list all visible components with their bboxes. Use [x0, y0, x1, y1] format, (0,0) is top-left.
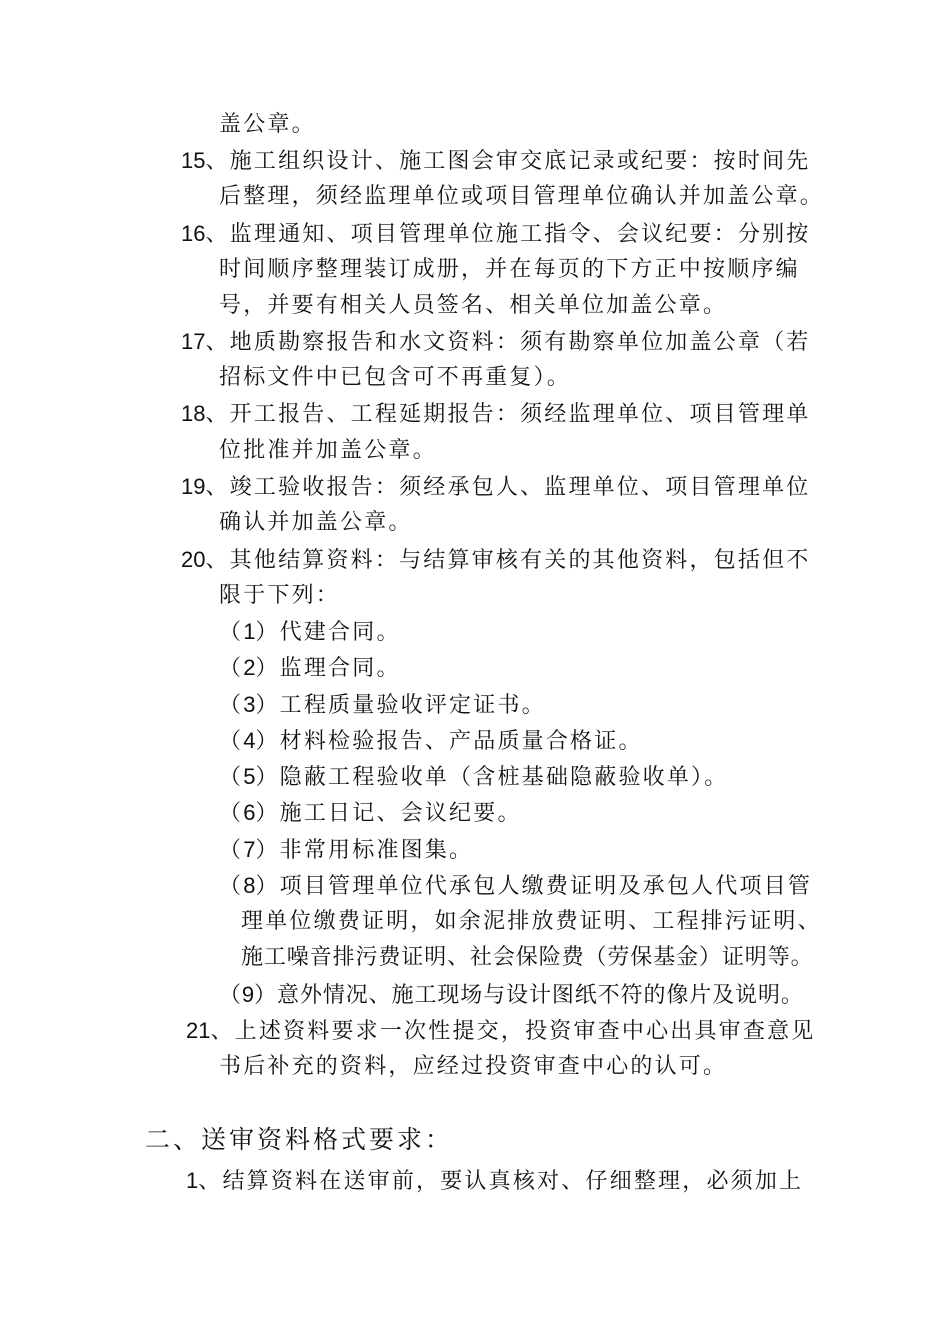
sub-item-3	[219, 690, 546, 721]
sub-item-number: 9	[241, 982, 255, 1007]
list-item-1	[186, 1166, 803, 1197]
text-line	[219, 363, 571, 393]
paren: （	[219, 620, 244, 645]
text: 盖公章。	[219, 112, 316, 137]
item-text: 号，并要有相关人员签名、相关单位加盖公章。	[219, 293, 728, 318]
paren: （	[219, 656, 244, 681]
paren: （	[219, 838, 244, 863]
sub-item-number: 1	[243, 619, 256, 644]
text-line	[219, 1052, 727, 1082]
sub-item-2	[219, 653, 401, 684]
paren: （	[219, 693, 244, 718]
item-text: 招标文件中已包含可不再重复）。	[219, 365, 572, 390]
item-number: 17	[181, 329, 206, 354]
text-line	[219, 291, 727, 321]
sub-item-8	[219, 871, 812, 902]
sub-item-number: 6	[243, 800, 256, 825]
text-line	[219, 182, 824, 212]
item-text: 后整理，须经监理单位或项目管理单位确认并加盖公章。	[219, 184, 825, 209]
text-line	[219, 508, 413, 538]
item-text: 时间顺序整理装订成册，并在每页的下方正中按顺序编	[219, 257, 800, 282]
list-item-21	[186, 1016, 816, 1047]
item-text: 、施工组织设计、施工图会审交底记录或纪要：按时间先	[205, 149, 811, 174]
item-number: 19	[181, 474, 206, 499]
sub-item-4	[219, 726, 643, 757]
sub-item-text: ）非常用标准图集。	[255, 838, 474, 863]
sub-item-number: 4	[243, 728, 256, 753]
sub-item-number: 2	[243, 655, 256, 680]
item-number: 1	[186, 1168, 199, 1193]
paren: （	[219, 729, 244, 754]
sub-item-5	[219, 762, 728, 793]
text-line	[219, 581, 340, 611]
paren: （	[219, 765, 244, 790]
paren: （	[219, 874, 244, 899]
list-item-16	[181, 219, 811, 250]
text-line	[219, 255, 800, 285]
sub-item-text: ）施工日记、会议纪要。	[255, 801, 522, 826]
item-text: 、上述资料要求一次性提交，投资审查中心出具审查意见	[210, 1019, 816, 1044]
sub-item-6	[219, 798, 522, 829]
item-number: 16	[181, 221, 206, 246]
list-item-18	[181, 399, 811, 430]
item-text: 确认并加盖公章。	[219, 510, 413, 535]
item-text: 限于下列：	[219, 583, 341, 608]
item-number: 21	[186, 1018, 211, 1043]
sub-item-text: ）隐蔽工程验收单（含桩基础隐蔽验收单）。	[255, 765, 729, 790]
sub-item-7	[219, 835, 473, 866]
sub-item-text: ）代建合同。	[255, 620, 401, 645]
item-text: 位批准并加盖公章。	[219, 438, 437, 463]
paren: （	[219, 801, 244, 826]
sub-item-text: 理单位缴费证明，如余泥排放费证明、工程排污证明、	[241, 909, 822, 934]
sub-item-9	[219, 980, 804, 1011]
item-text: 、竣工验收报告：须经承包人、监理单位、项目管理单位	[205, 475, 811, 500]
item-number: 15	[181, 148, 206, 173]
list-item-17	[181, 327, 811, 358]
text-line	[219, 110, 316, 140]
sub-item-text: ）监理合同。	[255, 656, 401, 681]
sub-item-text: 施工噪音排污费证明、社会保险费（劳保基金）证明等。	[241, 945, 814, 970]
text-line	[241, 943, 814, 973]
list-item-19	[181, 472, 811, 503]
item-text: 、开工报告、工程延期报告：须经监理单位、项目管理单	[205, 402, 811, 427]
item-text: 、监理通知、项目管理单位施工指令、会议纪要：分别按	[205, 222, 811, 247]
item-number: 18	[181, 401, 206, 426]
item-text: 、结算资料在送审前，要认真核对、仔细整理，必须加上	[198, 1169, 804, 1194]
sub-item-text: ）工程质量验收评定证书。	[255, 693, 546, 718]
item-number: 20	[181, 547, 206, 572]
sub-item-number: 8	[243, 873, 256, 898]
section-heading: 二、送审资料格式要求：	[145, 1125, 454, 1154]
paren: （	[219, 983, 242, 1008]
item-text: 、地质勘察报告和水文资料：须有勘察单位加盖公章（若	[205, 330, 811, 355]
sub-item-number: 7	[243, 837, 256, 862]
sub-item-text: ）材料检验报告、产品质量合格证。	[255, 729, 643, 754]
text-line	[241, 907, 822, 937]
list-item-20	[181, 545, 811, 576]
sub-item-1	[219, 617, 401, 648]
item-text: 、其他结算资料：与结算审核有关的其他资料，包括但不	[205, 548, 811, 573]
text-line	[219, 436, 437, 466]
sub-item-text: ）项目管理单位代承包人缴费证明及承包人代项目管	[255, 874, 813, 899]
item-text: 书后补充的资料，应经过投资审查中心的认可。	[219, 1054, 728, 1079]
sub-item-number: 3	[243, 692, 256, 717]
sub-item-text: ）意外情况、施工现场与设计图纸不符的像片及说明。	[254, 983, 804, 1008]
list-item-15	[181, 146, 811, 177]
sub-item-number: 5	[243, 764, 256, 789]
